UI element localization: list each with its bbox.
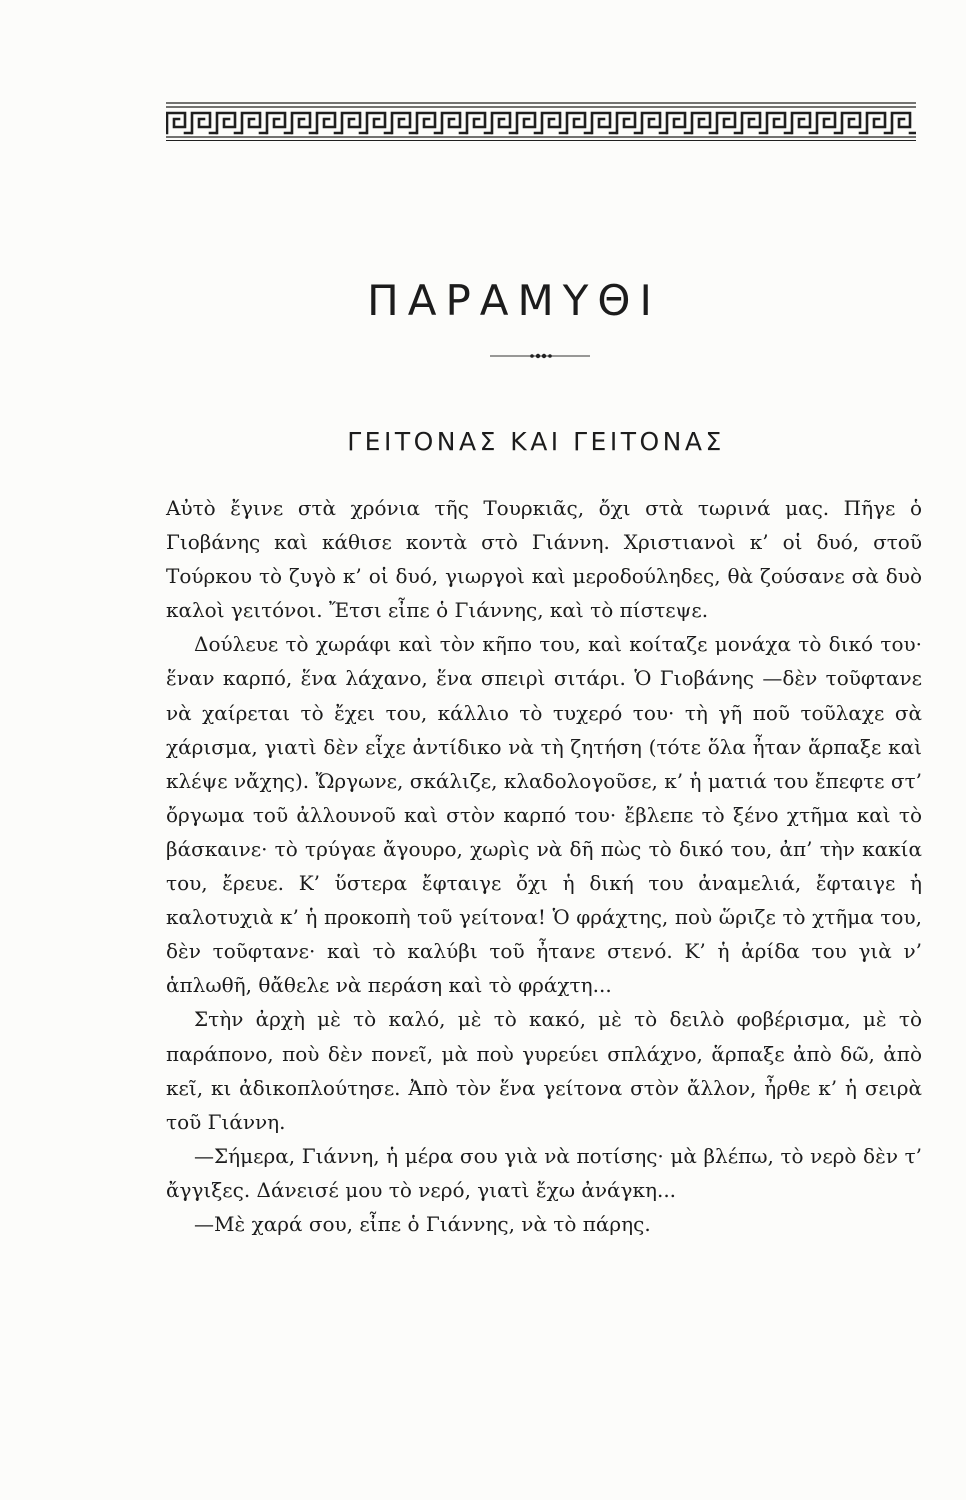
greek-key-border — [166, 100, 916, 142]
paragraph: —Σήμερα, Γιάννη, ἡ μέρα σου γιὰ νὰ ποτίσης· μὰ βλέπω, τὸ νερὸ δὲν τ’ ἄγγιξες. Δάνεισέ μου τὸ νερό, γιατὶ ἔχω ἀνάγκη... — [166, 1143, 922, 1202]
title-ornament-rule — [490, 352, 590, 360]
paragraph: Στὴν ἀρχὴ μὲ τὸ καλό, μὲ τὸ κακό, μὲ τὸ δειλὸ φοβέρισμα, μὲ τὸ παράπονο, ποὺ δὲν πονεῖ, μὰ ποὺ γυρεύει σπλάχνο, ἅρπαξε ἀπὸ δῶ, ἀπὸ κεῖ, κι ἀδικοπλούτησε. Ἀπὸ τὸν ἕνα γείτονα στὸν ἄλλον, ἦρθε κ’ ἡ σειρὰ τοῦ Γιάννη. — [166, 1007, 922, 1134]
story-text — [166, 491, 922, 1241]
paragraph: Αὐτὸ ἔγινε στὰ χρόνια τῆς Τουρκιᾶς, ὄχι στὰ τωρινά μας. Πῆγε ὁ Γιοβάνης καὶ κάθισε κοντὰ στὸ Γιάννη. Χριστιανοὶ κ’ οἱ δυό, στοῦ Τούρκου τὸ ζυγὸ κ’ οἱ δυό, γιωργοὶ καὶ μεροδούληδες, θὰ ζούσανε σὰ δυὸ καλοὶ γειτόνοι. Ἔτσι εἶπε ὁ Γιάννης, καὶ τὸ πίστεψε. — [166, 496, 922, 623]
chapter-title: ΓΕΙΤΟΝΑΣ ΚΑΙ ΓΕΙΤΟΝΑΣ — [347, 427, 725, 456]
page-title: ΠΑΡΑΜΥΘΙ — [367, 276, 661, 325]
paragraph: Δούλευε τὸ χωράφι καὶ τὸν κῆπο του, καὶ κοίταζε μονάχα τὸ δικό του· ἕναν καρπό, ἕνα λάχανο, ἕνα σπειρὶ σιτάρι. Ὁ Γιοβάνης —δὲν τοῦφτανε νὰ χαίρεται τὸ ἔχει του, κάλλιο τὸ τυχερό του· τὴ γῆ ποῦ τοῦλαχε σὰ χάρισμα, γιατὶ δὲν εἶχε ἀντίδικο νὰ τὴ ζητήση (τότε ὅλα ἦταν ἅρπαξε καὶ κλέψε νἄχης). Ὤργωνε, σκάλιζε, κλαδολογοῦσε, κ’ ἡ ματιά του ἔπεφτε στ’ ὄργωμα τοῦ ἀλλουνοῦ καὶ στὸν καρπό του· ἔβλεπε τὸ ξένο χτῆμα καὶ τὸ βάσκαινε· τὸ τρύγαε ἄγουρο, χωρὶς νὰ δῆ πὼς τὸ δικό του, ἀπ’ τὴν κακία του, ἔρευε. Κ’ ὕστερα ἔφταιγε ὄχι ἡ δική του ἀναμελιά, ἔφταιγε ἡ καλοτυχιὰ κ’ ἡ προκοπὴ τοῦ γείτονα! Ὁ φράχτης, ποὺ ὥριζε τὸ χτῆμα του, δὲν τοῦφτανε· καὶ τὸ καλύβι τοῦ ἦτανε στενό. Κ’ ἡ ἀρίδα του γιὰ ν’ ἁπλωθῆ, θἄθελε νὰ περάση καὶ τὸ φράχτη... — [166, 632, 922, 998]
paragraph: —Μὲ χαρά σου, εἶπε ὁ Γιάννης, νὰ τὸ πάρης. — [194, 1211, 651, 1236]
